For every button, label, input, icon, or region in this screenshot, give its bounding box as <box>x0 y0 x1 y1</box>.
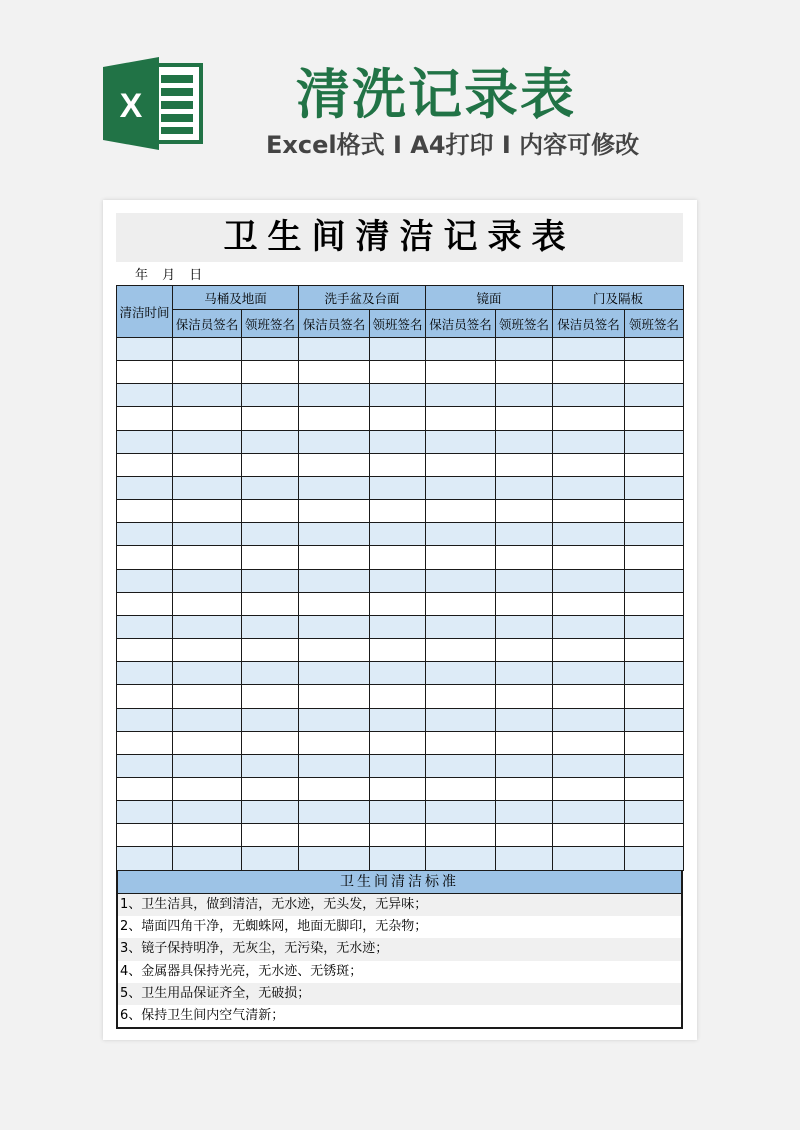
standard-item: 4、金属器具保持光亮，无水迹、无锈斑； <box>120 963 363 979</box>
table-cell[interactable] <box>625 801 684 824</box>
table-cell[interactable] <box>117 453 173 476</box>
table-cell[interactable] <box>426 500 496 523</box>
table-cell[interactable] <box>553 338 625 361</box>
table-cell[interactable] <box>496 639 553 662</box>
table-row <box>117 407 684 430</box>
table-cell[interactable] <box>553 500 625 523</box>
header-leader-sign: 领班签名 <box>242 310 299 338</box>
header-leader-sign: 领班签名 <box>496 310 553 338</box>
table-row <box>117 685 684 708</box>
table-cell[interactable] <box>625 615 684 638</box>
table-cell[interactable] <box>299 615 370 638</box>
table-cell[interactable] <box>496 476 553 499</box>
table-cell[interactable] <box>370 754 426 777</box>
table-cell[interactable] <box>370 338 426 361</box>
table-cell[interactable] <box>117 685 173 708</box>
table-cell[interactable] <box>426 754 496 777</box>
table-cell[interactable] <box>370 407 426 430</box>
table-row <box>117 430 684 453</box>
table-cell[interactable] <box>370 430 426 453</box>
table-cell[interactable] <box>242 639 299 662</box>
table-cell[interactable] <box>553 754 625 777</box>
table-cell[interactable] <box>117 407 173 430</box>
table-cell[interactable] <box>299 592 370 615</box>
table-cell[interactable] <box>173 338 242 361</box>
table-cell[interactable] <box>370 685 426 708</box>
table-cell[interactable] <box>625 824 684 847</box>
table-cell[interactable] <box>553 546 625 569</box>
table-cell[interactable] <box>426 731 496 754</box>
header-leader-sign: 领班签名 <box>625 310 684 338</box>
table-cell[interactable] <box>173 824 242 847</box>
table-cell[interactable] <box>426 453 496 476</box>
header-cleaner-sign: 保洁员签名 <box>426 310 496 338</box>
table-row <box>117 546 684 569</box>
record-table <box>116 285 684 871</box>
table-cell[interactable] <box>299 500 370 523</box>
header-group: 马桶及地面 <box>173 286 299 310</box>
table-cell[interactable] <box>117 847 173 870</box>
table-cell[interactable] <box>117 662 173 685</box>
table-cell[interactable] <box>370 569 426 592</box>
table-cell[interactable] <box>370 824 426 847</box>
table-cell[interactable] <box>173 754 242 777</box>
table-cell[interactable] <box>117 824 173 847</box>
table-row <box>117 731 684 754</box>
date-label: 年 月 日 <box>135 268 203 283</box>
table-cell[interactable] <box>553 453 625 476</box>
standards-title: 卫生间清洁标准 <box>118 871 681 894</box>
table-cell[interactable] <box>553 407 625 430</box>
standard-item: 5、卫生用品保证齐全，无破损； <box>118 983 681 1005</box>
table-cell[interactable] <box>625 708 684 731</box>
table-row <box>117 639 684 662</box>
table-cell[interactable] <box>625 523 684 546</box>
table-cell[interactable] <box>370 777 426 800</box>
table-cell[interactable] <box>299 569 370 592</box>
table-cell[interactable] <box>117 801 173 824</box>
table-cell[interactable] <box>625 407 684 430</box>
table-cell[interactable] <box>370 592 426 615</box>
table-cell[interactable] <box>426 777 496 800</box>
table-cell[interactable] <box>242 569 299 592</box>
table-cell[interactable] <box>553 476 625 499</box>
table-cell[interactable] <box>625 453 684 476</box>
table-cell[interactable] <box>173 777 242 800</box>
table-cell[interactable] <box>299 639 370 662</box>
table-cell[interactable] <box>553 592 625 615</box>
table-cell[interactable] <box>242 662 299 685</box>
table-cell[interactable] <box>553 662 625 685</box>
table-cell[interactable] <box>553 523 625 546</box>
table-cell[interactable] <box>496 824 553 847</box>
header-group: 洗手盆及台面 <box>299 286 426 310</box>
table-cell[interactable] <box>242 615 299 638</box>
table-cell[interactable] <box>370 615 426 638</box>
table-cell[interactable] <box>370 662 426 685</box>
table-cell[interactable] <box>496 546 553 569</box>
table-cell[interactable] <box>299 384 370 407</box>
table-cell[interactable] <box>173 453 242 476</box>
table-cell[interactable] <box>426 384 496 407</box>
table-cell[interactable] <box>625 338 684 361</box>
table-cell[interactable] <box>496 407 553 430</box>
table-cell[interactable] <box>117 731 173 754</box>
table-cell[interactable] <box>117 338 173 361</box>
table-cell[interactable] <box>496 500 553 523</box>
table-cell[interactable] <box>426 708 496 731</box>
table-cell[interactable] <box>173 639 242 662</box>
table-cell[interactable] <box>242 592 299 615</box>
table-cell[interactable] <box>299 453 370 476</box>
table-row <box>117 801 684 824</box>
table-cell[interactable] <box>625 639 684 662</box>
table-cell[interactable] <box>553 847 625 870</box>
table-cell[interactable] <box>242 708 299 731</box>
table-cell[interactable] <box>173 708 242 731</box>
table-cell[interactable] <box>370 523 426 546</box>
standard-item: 6、保持卫生间内空气清新； <box>120 1007 285 1023</box>
table-cell[interactable] <box>553 731 625 754</box>
table-row <box>117 476 684 499</box>
header-group: 门及隔板 <box>553 286 684 310</box>
table-cell[interactable] <box>299 546 370 569</box>
table-cell[interactable] <box>625 731 684 754</box>
table-cell[interactable] <box>625 546 684 569</box>
table-cell[interactable] <box>242 361 299 384</box>
table-cell[interactable] <box>426 407 496 430</box>
table-cell[interactable] <box>553 639 625 662</box>
table-cell[interactable] <box>553 569 625 592</box>
table-cell[interactable] <box>553 361 625 384</box>
header-cleaner-sign: 保洁员签名 <box>173 310 242 338</box>
table-cell[interactable] <box>370 476 426 499</box>
table-cell[interactable] <box>117 500 173 523</box>
table-cell[interactable] <box>173 801 242 824</box>
table-cell[interactable] <box>625 384 684 407</box>
table-cell[interactable] <box>173 476 242 499</box>
table-cell[interactable] <box>299 662 370 685</box>
table-cell[interactable] <box>426 685 496 708</box>
table-cell[interactable] <box>242 731 299 754</box>
table-cell[interactable] <box>117 592 173 615</box>
table-cell[interactable] <box>426 361 496 384</box>
banner-title: 清洗记录表 <box>296 63 576 126</box>
table-cell[interactable] <box>173 430 242 453</box>
table-cell[interactable] <box>117 361 173 384</box>
table-cell[interactable] <box>496 801 553 824</box>
table-cell[interactable] <box>242 801 299 824</box>
table-cell[interactable] <box>496 338 553 361</box>
header-time: 清洁时间 <box>117 286 173 338</box>
table-cell[interactable] <box>299 847 370 870</box>
table-cell[interactable] <box>242 777 299 800</box>
table-cell[interactable] <box>242 754 299 777</box>
table-cell[interactable] <box>299 801 370 824</box>
excel-logo-icon <box>103 57 203 150</box>
table-cell[interactable] <box>173 546 242 569</box>
table-row <box>117 662 684 685</box>
table-cell[interactable] <box>426 847 496 870</box>
header-cleaner-sign: 保洁员签名 <box>553 310 625 338</box>
standard-item: 1、卫生洁具，做到清洁，无水迹，无头发，无异味； <box>118 894 681 916</box>
table-cell[interactable] <box>625 569 684 592</box>
table-cell[interactable] <box>173 500 242 523</box>
table-cell[interactable] <box>426 546 496 569</box>
table-cell[interactable] <box>173 361 242 384</box>
table-row <box>117 338 684 361</box>
table-cell[interactable] <box>370 708 426 731</box>
table-cell[interactable] <box>370 847 426 870</box>
table-cell[interactable] <box>117 708 173 731</box>
table-cell[interactable] <box>117 430 173 453</box>
table-cell[interactable] <box>173 569 242 592</box>
table-cell[interactable] <box>117 546 173 569</box>
table-cell[interactable] <box>496 754 553 777</box>
table-cell[interactable] <box>496 569 553 592</box>
table-cell[interactable] <box>553 708 625 731</box>
table-cell[interactable] <box>370 500 426 523</box>
table-cell[interactable] <box>173 615 242 638</box>
table-cell[interactable] <box>553 430 625 453</box>
table-row <box>117 847 684 870</box>
table-row <box>117 384 684 407</box>
table-cell[interactable] <box>117 615 173 638</box>
table-cell[interactable] <box>496 731 553 754</box>
table-cell[interactable] <box>370 731 426 754</box>
table-cell[interactable] <box>625 685 684 708</box>
table-cell[interactable] <box>242 476 299 499</box>
table-cell[interactable] <box>553 777 625 800</box>
table-cell[interactable] <box>496 708 553 731</box>
table-cell[interactable] <box>117 639 173 662</box>
table-cell[interactable] <box>117 384 173 407</box>
table-cell[interactable] <box>426 615 496 638</box>
table-cell[interactable] <box>370 801 426 824</box>
table-cell[interactable] <box>496 384 553 407</box>
table-cell[interactable] <box>496 453 553 476</box>
table-cell[interactable] <box>173 523 242 546</box>
table-cell[interactable] <box>242 685 299 708</box>
table-cell[interactable] <box>496 361 553 384</box>
table-cell[interactable] <box>173 662 242 685</box>
table-row <box>117 708 684 731</box>
sheet-title: 卫生间清洁记录表 <box>116 213 683 262</box>
table-cell[interactable] <box>117 569 173 592</box>
standard-item: 2、墙面四角干净，无蜘蛛网，地面无脚印，无杂物； <box>120 919 428 935</box>
table-cell[interactable] <box>426 639 496 662</box>
table-cell[interactable] <box>299 523 370 546</box>
table-cell[interactable] <box>426 338 496 361</box>
table-cell[interactable] <box>370 639 426 662</box>
table-cell[interactable] <box>625 476 684 499</box>
table-cell[interactable] <box>553 801 625 824</box>
table-cell[interactable] <box>496 685 553 708</box>
table-cell[interactable] <box>496 592 553 615</box>
table-cell[interactable] <box>426 662 496 685</box>
table-cell[interactable] <box>299 777 370 800</box>
table-cell[interactable] <box>242 384 299 407</box>
svg-text:X: X <box>119 87 143 125</box>
table-cell[interactable] <box>370 361 426 384</box>
table-cell[interactable] <box>242 546 299 569</box>
table-cell[interactable] <box>173 731 242 754</box>
table-cell[interactable] <box>242 338 299 361</box>
table-cell[interactable] <box>426 569 496 592</box>
table-cell[interactable] <box>496 777 553 800</box>
table-cell[interactable] <box>299 685 370 708</box>
table-cell[interactable] <box>173 407 242 430</box>
table-cell[interactable] <box>553 384 625 407</box>
table-cell[interactable] <box>625 592 684 615</box>
table-cell[interactable] <box>299 754 370 777</box>
table-cell[interactable] <box>299 407 370 430</box>
table-cell[interactable] <box>496 523 553 546</box>
table-row <box>117 615 684 638</box>
header-group: 镜面 <box>426 286 553 310</box>
table-cell[interactable] <box>426 592 496 615</box>
table-cell[interactable] <box>242 453 299 476</box>
table-cell[interactable] <box>496 615 553 638</box>
table-cell[interactable] <box>173 592 242 615</box>
table-row <box>117 777 684 800</box>
table-cell[interactable] <box>173 384 242 407</box>
table-cell[interactable] <box>173 847 242 870</box>
table-cell[interactable] <box>553 685 625 708</box>
table-cell[interactable] <box>625 500 684 523</box>
table-cell[interactable] <box>370 453 426 476</box>
table-cell[interactable] <box>299 430 370 453</box>
table-cell[interactable] <box>625 847 684 870</box>
table-cell[interactable] <box>370 384 426 407</box>
table-cell[interactable] <box>496 430 553 453</box>
table-cell[interactable] <box>299 708 370 731</box>
table-cell[interactable] <box>426 824 496 847</box>
table-cell[interactable] <box>553 824 625 847</box>
banner-subtitle: Excel格式 I A4打印 I 内容可修改 <box>266 131 640 159</box>
table-cell[interactable] <box>299 824 370 847</box>
table-cell[interactable] <box>370 546 426 569</box>
table-cell[interactable] <box>117 523 173 546</box>
table-cell[interactable] <box>117 754 173 777</box>
table-cell[interactable] <box>625 361 684 384</box>
table-cell[interactable] <box>426 523 496 546</box>
table-row <box>117 592 684 615</box>
table-row <box>117 569 684 592</box>
header-leader-sign: 领班签名 <box>370 310 426 338</box>
table-cell[interactable] <box>242 523 299 546</box>
table-row <box>117 500 684 523</box>
table-cell[interactable] <box>242 824 299 847</box>
table-cell[interactable] <box>299 476 370 499</box>
table-cell[interactable] <box>117 476 173 499</box>
standards-section <box>116 870 683 1029</box>
table-row <box>117 754 684 777</box>
table-cell[interactable] <box>299 338 370 361</box>
standard-item: 3、镜子保持明净，无灰尘，无污染，无水迹； <box>118 938 681 960</box>
table-cell[interactable] <box>426 476 496 499</box>
table-row <box>117 824 684 847</box>
table-cell[interactable] <box>242 430 299 453</box>
table-cell[interactable] <box>242 407 299 430</box>
table-cell[interactable] <box>117 777 173 800</box>
table-row <box>117 453 684 476</box>
table-cell[interactable] <box>299 361 370 384</box>
table-cell[interactable] <box>242 500 299 523</box>
table-cell[interactable] <box>173 685 242 708</box>
table-cell[interactable] <box>242 847 299 870</box>
table-cell[interactable] <box>625 777 684 800</box>
table-cell[interactable] <box>625 754 684 777</box>
table-cell[interactable] <box>426 430 496 453</box>
table-cell[interactable] <box>625 430 684 453</box>
table-cell[interactable] <box>496 847 553 870</box>
header-cleaner-sign: 保洁员签名 <box>299 310 370 338</box>
table-cell[interactable] <box>299 731 370 754</box>
table-row <box>117 361 684 384</box>
table-cell[interactable] <box>426 801 496 824</box>
table-row <box>117 523 684 546</box>
table-cell[interactable] <box>553 615 625 638</box>
table-cell[interactable] <box>496 662 553 685</box>
table-cell[interactable] <box>625 662 684 685</box>
